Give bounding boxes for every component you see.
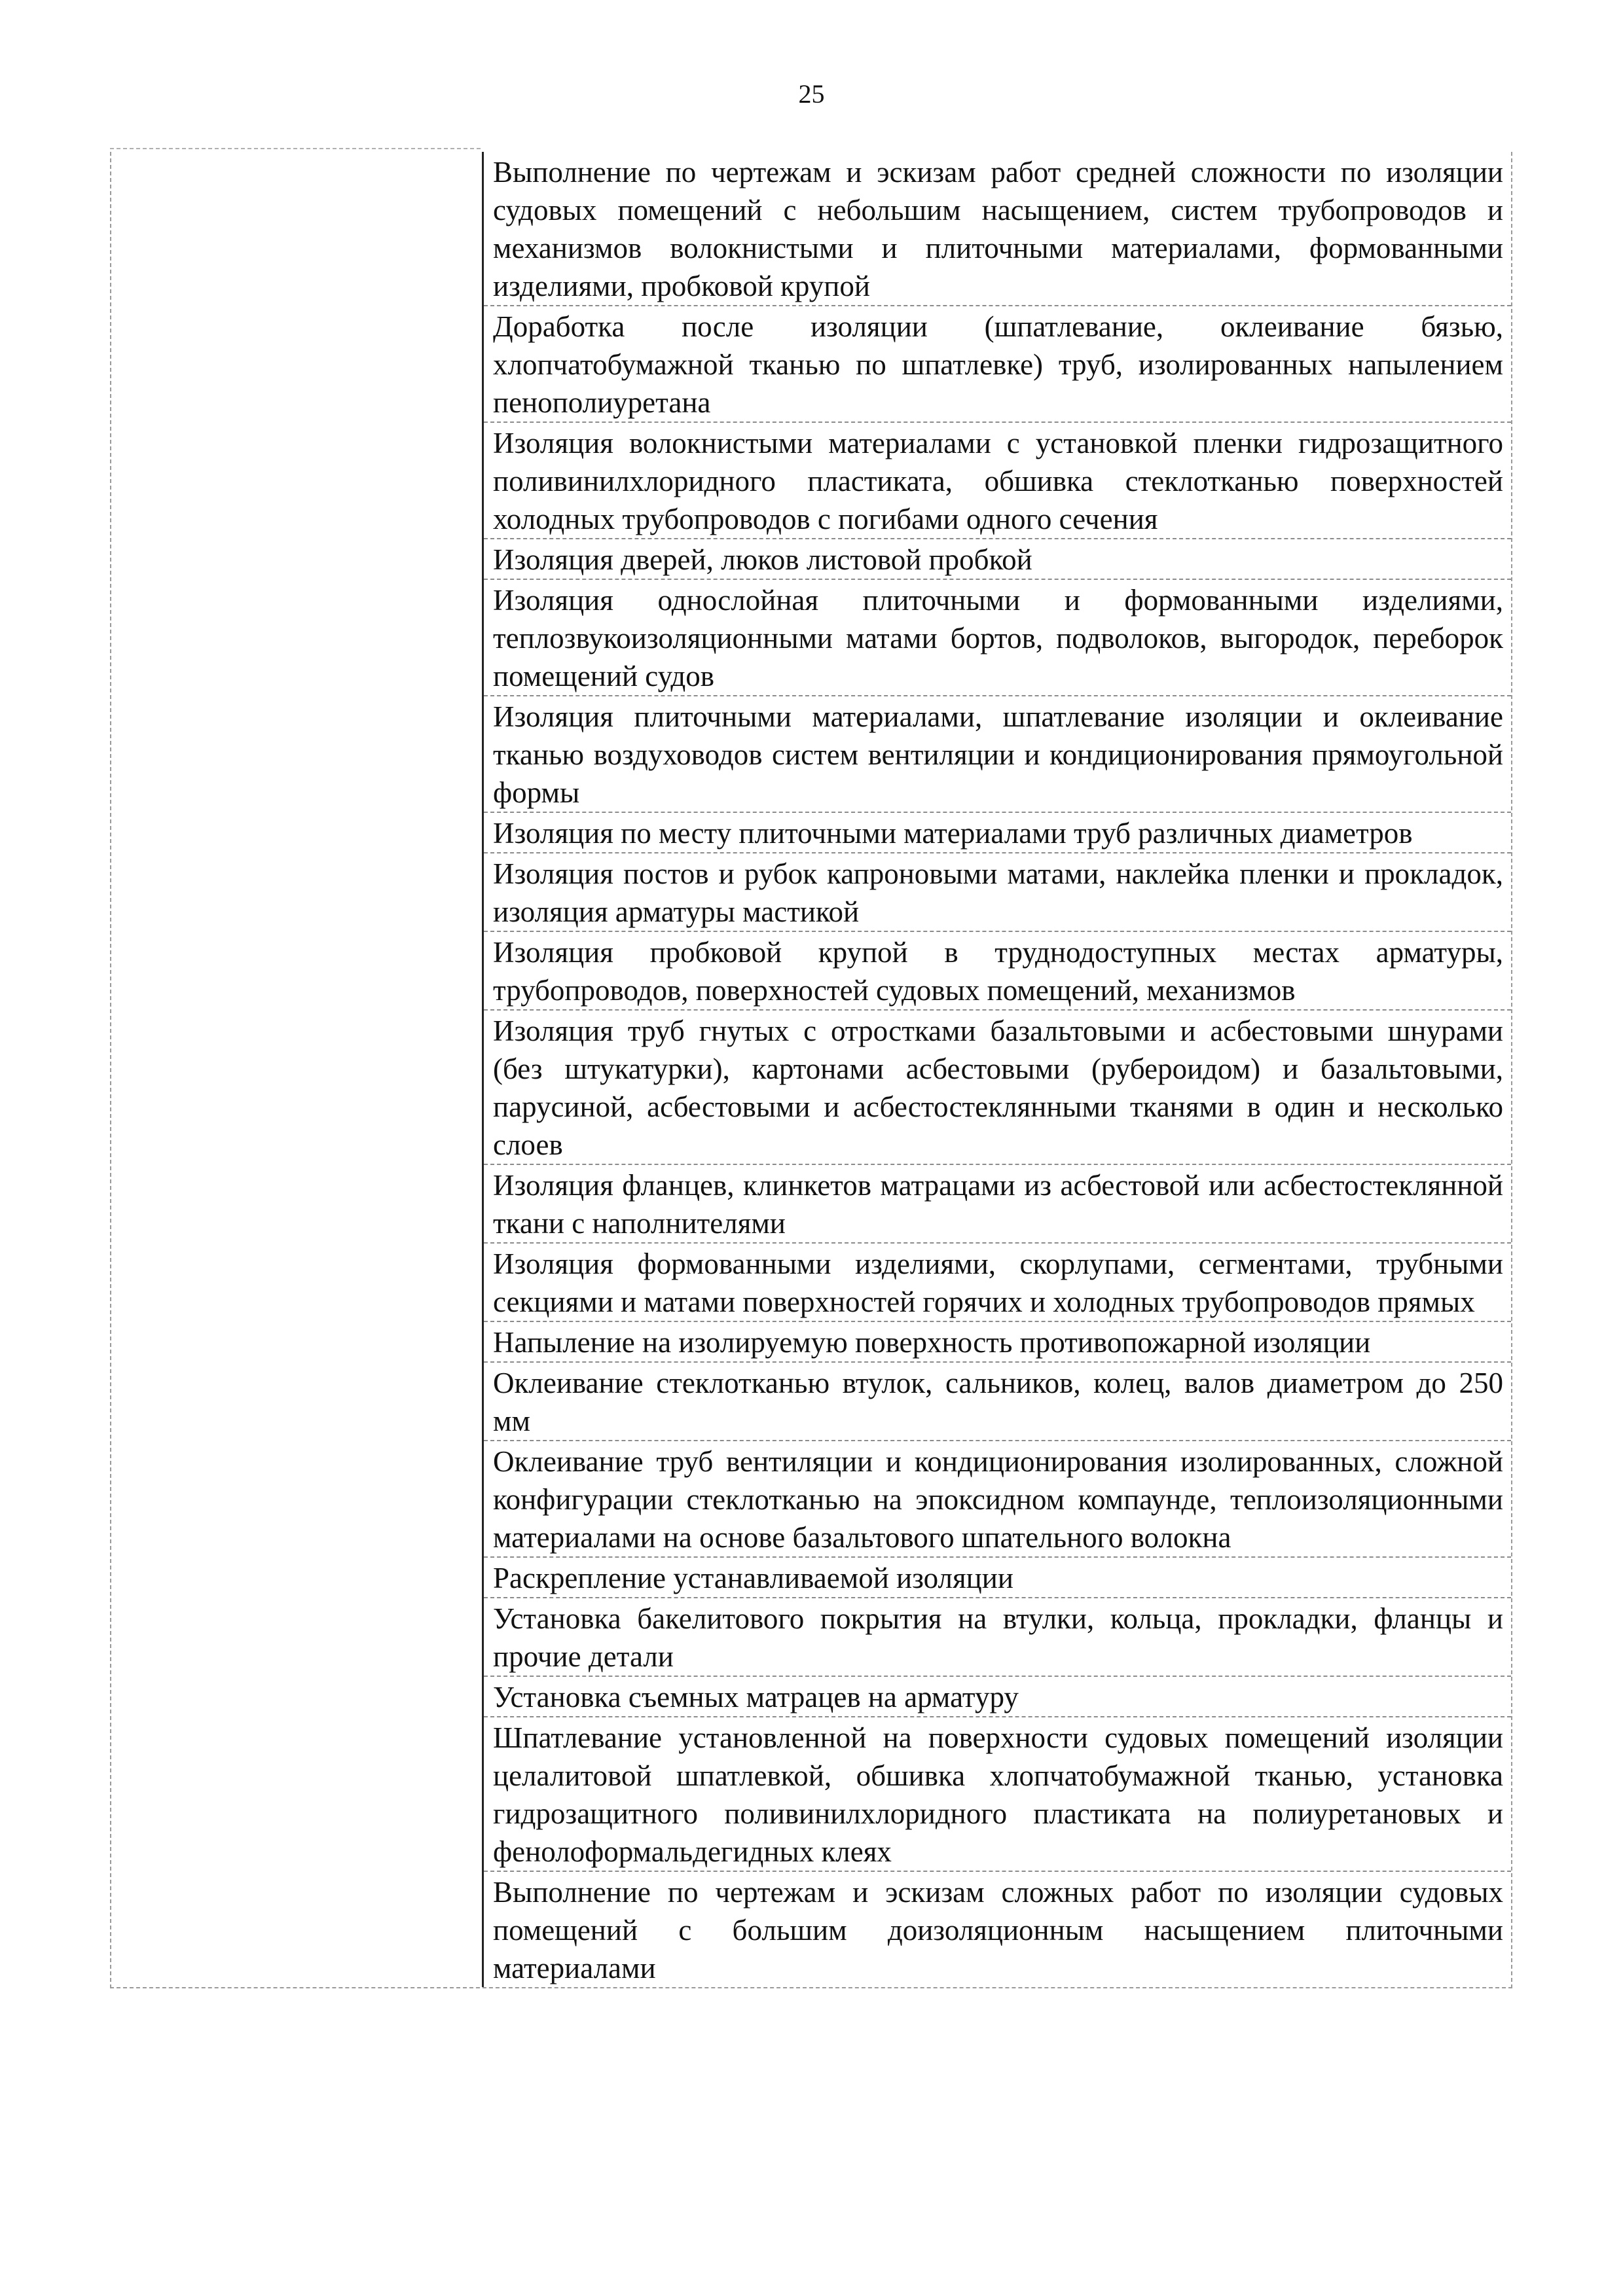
table-row: Оклеивание труб вентиляции и кондиционирования изолированных, сложной конфигурации стеклотканью на эпоксидном компаунде, теплоизоляционными материалами на основе базальтового шпательного волокна — [484, 1441, 1511, 1558]
table-row: Изоляция пробковой крупой в труднодоступных местах арматуры, трубопроводов, поверхностей судовых помещений, механизмов — [484, 932, 1511, 1011]
table-row: Установка бакелитового покрытия на втулки, кольца, прокладки, фланцы и прочие детали — [484, 1598, 1511, 1677]
empty-left-column — [111, 152, 482, 1987]
table-row: Изоляция фланцев, клинкетов матрацами из асбестовой или асбестостеклянной ткани с наполнителями — [484, 1165, 1511, 1244]
table-row: Изоляция дверей, люков листовой пробкой — [484, 539, 1511, 580]
table-row: Изоляция волокнистыми материалами с установкой пленки гидрозащитного поливинилхлоридного пластиката, обшивка стеклотканью поверхностей холодных трубопроводов с погибами одного сечения — [484, 423, 1511, 539]
table-row: Напыление на изолируемую поверхность противопожарной изоляции — [484, 1322, 1511, 1363]
table-row: Оклеивание стеклотканью втулок, сальников, колец, валов диаметром до 250 мм — [484, 1363, 1511, 1441]
table-row: Изоляция труб гнутых с отростками базальтовыми и асбестовыми шнурами (без штукатурки), картонами асбестовыми (рубероидом) и базальтовыми, парусиной, асбестовыми и асбестостеклянными тканями в один и несколько слоев — [484, 1011, 1511, 1165]
table-row: Изоляция формованными изделиями, скорлупами, сегментами, трубными секциями и матами поверхностей горячих и холодных трубопроводов прямых — [484, 1244, 1511, 1322]
table-row: Раскрепление устанавливаемой изоляции — [484, 1558, 1511, 1598]
table-row: Шпатлевание установленной на поверхности судовых помещений изоляции целалитовой шпатлевкой, обшивка хлопчатобумажной тканью, установка гидрозащитного поливинилхлоридного пластиката на полиуретановых и фенолоформальдегидных клеях — [484, 1717, 1511, 1872]
table-row: Изоляция однослойная плиточными и формованными изделиями, теплозвукоизоляционными матами бортов, подволоков, выгородок, переборок помещений судов — [484, 580, 1511, 696]
table-row: Выполнение по чертежам и эскизам работ средней сложности по изоляции судовых помещений с небольшим насыщением, систем трубопроводов и механизмов волокнистыми и плиточными материалами, формованными изделиями, пробковой крупой — [484, 152, 1511, 306]
table-row: Доработка после изоляции (шпатлевание, оклеивание бязью, хлопчатобумажной тканью по шпатлевке) труб, изолированных напылением пенополиуретана — [484, 306, 1511, 423]
table-row: Изоляция постов и рубок капроновыми матами, наклейка пленки и прокладок, изоляция арматуры мастикой — [484, 853, 1511, 932]
work-description-column — [482, 152, 1511, 1987]
work-table — [110, 152, 1512, 1988]
table-row: Изоляция по месту плиточными материалами труб различных диаметров — [484, 813, 1511, 853]
table-row: Изоляция плиточными материалами, шпатлевание изоляции и оклеивание тканью воздуховодов систем вентиляции и кондиционирования прямоугольной формы — [484, 696, 1511, 813]
table-row: Установка съемных матрацев на арматуру — [484, 1677, 1511, 1717]
page-number: 25 — [798, 79, 825, 109]
table-row: Выполнение по чертежам и эскизам сложных работ по изоляции судовых помещений с большим доизоляционным насыщением плиточными материалами — [493, 1876, 1503, 1984]
